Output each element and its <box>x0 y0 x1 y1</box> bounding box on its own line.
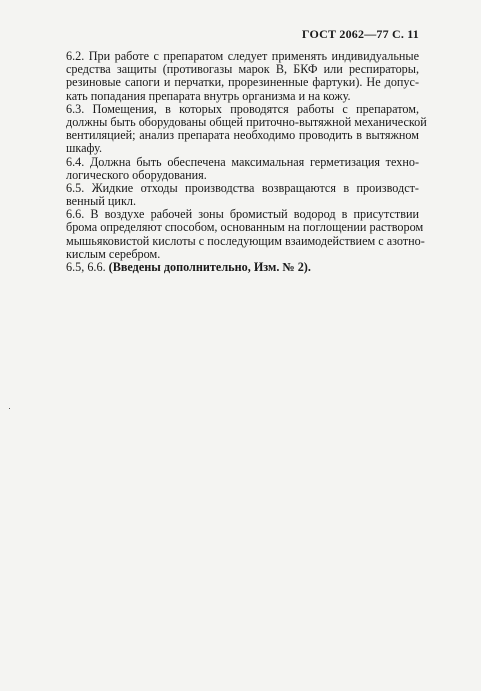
paragraph-6-5 <box>66 182 419 208</box>
amendment-text: (Введены дополнительно, Изм. № 2). <box>108 260 311 274</box>
text-line: вентиляцией; анализ препарата необходимо проводить в вытяжном <box>66 128 419 143</box>
text-line: 6.4. Должна быть обеспечена максимальная герметизация техно- <box>66 154 419 169</box>
text-line: 6.3. Помещения, в которых проводятся работы с препаратом, <box>66 101 419 116</box>
scan-speck <box>9 408 10 409</box>
text-line: резиновые сапоги и перчатки, прорезиненные фартуки). Не допус- <box>66 75 419 90</box>
text-line: брома определяют способом, основанным на поглощении раствором <box>66 220 424 235</box>
text-line: логического оборудования. <box>66 167 207 182</box>
paragraph-6-3 <box>66 101 427 156</box>
amendment-line <box>66 261 419 274</box>
amendment-note <box>66 261 419 274</box>
text-line: 6.2. При работе с препаратом следует применять индивидуальные <box>66 49 419 63</box>
paragraph-6-2 <box>66 50 419 103</box>
document-body <box>66 49 427 274</box>
text-line: мышьяковистой кислоты с последующим взаимодействием с азотно- <box>66 233 425 248</box>
text-line: кать попадания препарата внутрь организма и на кожу. <box>66 88 351 103</box>
text-line: кислым серебром. <box>66 246 161 261</box>
text-line: должны быть оборудованы общей приточно-вытяжной механической <box>66 114 427 129</box>
text-line: средства защиты (противогазы марок В, БКФ или респираторы, <box>66 62 419 77</box>
amendment-prefix: 6.5, 6.6. <box>66 260 109 274</box>
page-header: ГОСТ 2062—77 С. 11 <box>301 27 419 41</box>
text-line: шкафу. <box>66 141 103 156</box>
paragraph-6-4 <box>66 156 419 182</box>
text-line: венный цикл. <box>66 194 136 209</box>
text-line: 6.6. В воздухе рабочей зоны бромистый водород в присутствии <box>66 207 419 222</box>
paragraph-6-6 <box>66 207 425 261</box>
text-line: 6.5. Жидкие отходы производства возвращаются в производст- <box>66 180 419 195</box>
